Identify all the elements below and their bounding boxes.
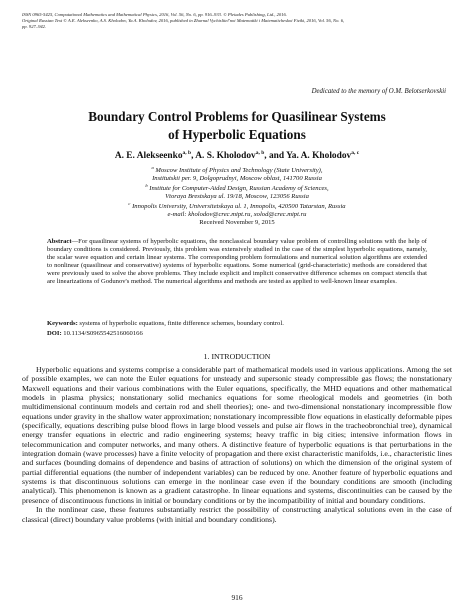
author-email: e-mail: kholodov@crec.mipt.ru, xolod@crec.mipt.ru	[167, 211, 307, 219]
paragraph-1: Hyperbolic equations and systems comprise a considerable part of mathematical models used in various applications. Among the set of possible examples, we can note the Euler equations for unsteady and supersonic steady compressible gas flows; the nonstationary Maxwell equations and their various combinations with the Euler equations, specifically, the MHD equations and other mathematical models in plasma physics; nonstationary solid mechanics equations for some rheological models and geometries (in both multidimensional continuum models and certain rod and shell theories); one- and two-dimensional nonstationary incompressible flow equations under gravity in the shallow water approximation; nonstationary incompressible flow equations in elastically deformable pipes (specifically, equations describing pulse blood flows in large blood vessels and pulse air flows in the tracheobronchial tree), dynamical energy transfer equations in electric and radio engineering systems; heavy traffic in big cities; intensive information flows in telecommunication and computer networks, and many others. A distinctive feature of hyperbolic equations is that perturbations in the integration domain (wave processes) have a finite velocity of propagation and there exist characteristic manifolds, i.e., characteristic lines and surfaces (bounding domains of dependence and basins of attraction of solutions) on which the dimension of the original system of partial differential equations (the number of independent variables) can be reduced by one. Another feature of hyperbolic equations and systems is that discontinuous solutions can emerge in the nonlinear case even if the boundary conditions are smooth (including analytical). This phenomenon is known as a gradient catastrophe. In linear equations and systems, discontinuities can be caused by the presence of discontinuous functions in initial or boundary conditions or by the incompatibility of initial and boundary conditions.	[22, 365, 452, 505]
affiliation-a	[0, 164, 474, 183]
keywords-text: systems of hyperbolic equations, finite difference schemes, boundary control.	[77, 320, 284, 327]
doi-label: DOI:	[47, 330, 62, 337]
header-line-2: Original Russian Text © A.E. Alekseenko, A.S. Kholodov, Ya.A. Kholodov, 2016, published in Zhurnal Vychislitel'noi Matematiki i Matematicheskoi Fiziki, 2016, Vol. 56, No. 6,	[22, 18, 345, 23]
affil-c-marker: c	[128, 201, 131, 206]
affiliation-b	[0, 182, 474, 201]
journal-header	[22, 12, 454, 30]
abstract	[47, 238, 427, 287]
keywords-label: Keywords:	[47, 320, 78, 327]
abstract-text: —For quasilinear systems of hyperbolic equations, the nonclassical boundary value problem of controlling solutions with the help of boundary conditions is considered. Previously, this problem was extensively studied in the case of the simplest hyperbolic equations, namely, the scalar wave equation and certain linear systems. The corresponding problem formulations and numerical solution algorithms are extended to nonlinear (quasilinear and conservative) systems of hyperbolic equations. Some numerical (grid-characteristic) methods are considered that were previously used to solve the above problems. They include explicit and implicit conservative difference schemes on compact stencils that are linearizations of Godunov's method. The numerical algorithms and methods are tested as applied to well-known linear examples.	[47, 238, 427, 286]
author-3: , and Ya. A. Kholodov	[264, 151, 352, 162]
affil-b-line-2: Vtoraya Brestskaya ul. 19/18, Moscow, 123056 Russia	[165, 193, 309, 201]
doi	[47, 330, 427, 338]
author-2-affil: a, b	[255, 150, 265, 156]
body-text	[22, 365, 452, 524]
title-line-1: Boundary Control Problems for Quasilinear Systems	[88, 109, 386, 124]
affil-a-line-1: Moscow Institute of Physics and Technology (State University),	[153, 167, 323, 175]
author-2: , A. S. Kholodov	[191, 151, 256, 162]
author-list	[0, 150, 474, 161]
keywords	[47, 320, 427, 328]
header-line-3: pp. 927–942.	[22, 24, 47, 29]
affil-c-line-1: Innopolis University, Universitetskaya ul. 1, Innopolis, 420500 Tatarstan, Russia	[130, 203, 346, 211]
title-line-2: of Hyperbolic Equations	[168, 127, 306, 142]
page-number: 916	[231, 593, 243, 602]
affil-a-line-2: Institutskii per. 9, Dolgoprudnyi, Moscow oblast, 141700 Russia	[152, 175, 322, 183]
paper-title	[0, 108, 474, 144]
received-date: Received November 9, 2015	[199, 219, 275, 226]
abstract-label: Abstract	[47, 238, 72, 245]
author-1-affil: a, b	[182, 150, 192, 156]
affiliation-c	[0, 200, 474, 219]
section-heading: 1. INTRODUCTION	[203, 352, 271, 361]
author-1: A. E. Alekseenko	[114, 151, 183, 162]
dedication: Dedicated to the memory of O.M. Belotserkovskii	[311, 88, 446, 95]
affil-a-marker: a	[151, 165, 154, 170]
affil-b-line-1: Institute for Computer-Aided Design, Russian Academy of Sciences,	[147, 185, 329, 193]
author-3-affil: a, c	[351, 150, 360, 156]
paragraph-2: In the nonlinear case, these features substantially restrict the possibility of constructing analytical solutions even in the case of classical (direct) boundary value problems (with initial and boundary conditions).	[22, 505, 452, 524]
doi-text: 10.1134/S0965542516060166	[61, 330, 143, 337]
header-line-1: ISSN 0965-5425, Computational Mathematics and Mathematical Physics, 2016, Vol. 56, No. 6, pp. 916–933. © Pleiades Publishing, Ltd., 2016.	[22, 12, 287, 17]
affil-b-marker: b	[145, 183, 148, 188]
